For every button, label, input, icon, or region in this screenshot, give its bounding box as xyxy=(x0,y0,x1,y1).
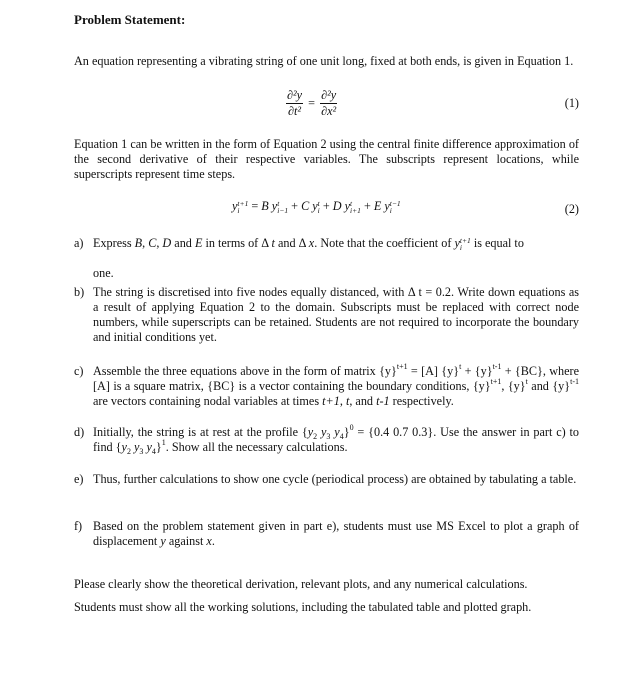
equation-2 xyxy=(74,199,579,219)
closing-line-2: Students must show all the working solutions, including the tabulated table and plotted graph. xyxy=(74,600,532,614)
question-a-label: a) xyxy=(74,236,84,250)
question-c-label: c) xyxy=(74,364,84,378)
question-f xyxy=(74,519,579,549)
eq1-right-fraction xyxy=(320,89,337,118)
eq1-right-numerator: ∂²y xyxy=(321,88,337,102)
question-d xyxy=(74,425,579,455)
question-b xyxy=(74,285,579,345)
eq1-left-numerator: ∂²y xyxy=(287,88,303,102)
question-f-text: Based on the problem statement given in part e), students must use MS Excel to plot a graph of displacement y against x. xyxy=(93,519,579,548)
eq1-number: (1) xyxy=(564,96,579,110)
question-f-label: f) xyxy=(74,519,83,533)
paragraph-2-text: Equation 1 can be written in the form of Equation 2 using the central finite difference approximation of the second derivative of their respective variables. The subscripts represent locations, while superscripts represent time steps. xyxy=(74,137,579,181)
heading: Problem Statement: xyxy=(74,12,186,27)
question-b-text: The string is discretised into five nodes equally distanced, with Δ t = 0.2. Write down equations as a result of applying Equation 2 to the domain. Subscripts must be replaced with correct node numbers, while superscripts can be retained. Students are not required to incorporate the boundary and initial conditions yet. xyxy=(93,285,579,344)
intro-text: An equation representing a vibrating string of one unit long, fixed at both ends, is given in Equation 1. xyxy=(74,54,574,68)
eq1-left-fraction xyxy=(286,89,303,118)
question-e-text: Thus, further calculations to show one cycle (periodical process) are obtained by tabulating a table. xyxy=(93,472,577,486)
question-c xyxy=(74,364,579,409)
paragraph-2 xyxy=(74,137,579,182)
question-a-text: Express B, C, D and E in terms of Δ t and Δ x. Note that the coefficient of y t+1 i is equal to one. xyxy=(93,236,524,281)
eq2-expression: y t+1 i = B y t i−1 + C y t i + D y t i+1 + E y t−1 i xyxy=(232,199,401,216)
question-c-text: Assemble the three equations above in the form of matrix $\{y\}^{t+1} = [A] \{y\}^t + \{y\}^{t-1} + \{BC\}$, where [A] is a square matrix, {BC} is a vector containing the boundary conditions, $\{y\}^{t+1}$, $\{y\}^t$ and $\{y\}^{t-1}$ are vectors containing nodal variables at times t+1, t, and t-1 respectively. xyxy=(93,362,580,408)
eq1-equals: = xyxy=(308,96,316,110)
question-d-label: d) xyxy=(74,425,85,439)
question-e-label: e) xyxy=(74,472,84,486)
intro-paragraph xyxy=(74,54,579,69)
question-a xyxy=(74,236,579,281)
equation-1 xyxy=(74,89,579,125)
eq1-right-denominator: ∂x² xyxy=(321,104,337,118)
eq1-left-denominator: ∂t² xyxy=(288,104,302,118)
question-e xyxy=(74,472,579,487)
question-b-label: b) xyxy=(74,285,85,299)
question-d-text: Initially, the string is at rest at the profile {$y_2$ $y_3$ $y_4\}^0 = \{0.4$ 0.7 0.3}. Use the answer in part c) to find {$y_2$ $y_3$ $y_4\}^1$. Show all the necessary calculations. xyxy=(93,423,580,456)
eq2-number: (2) xyxy=(564,202,579,216)
closing-line-1: Please clearly show the theoretical derivation, relevant plots, and any numerical calculations. xyxy=(74,577,528,591)
